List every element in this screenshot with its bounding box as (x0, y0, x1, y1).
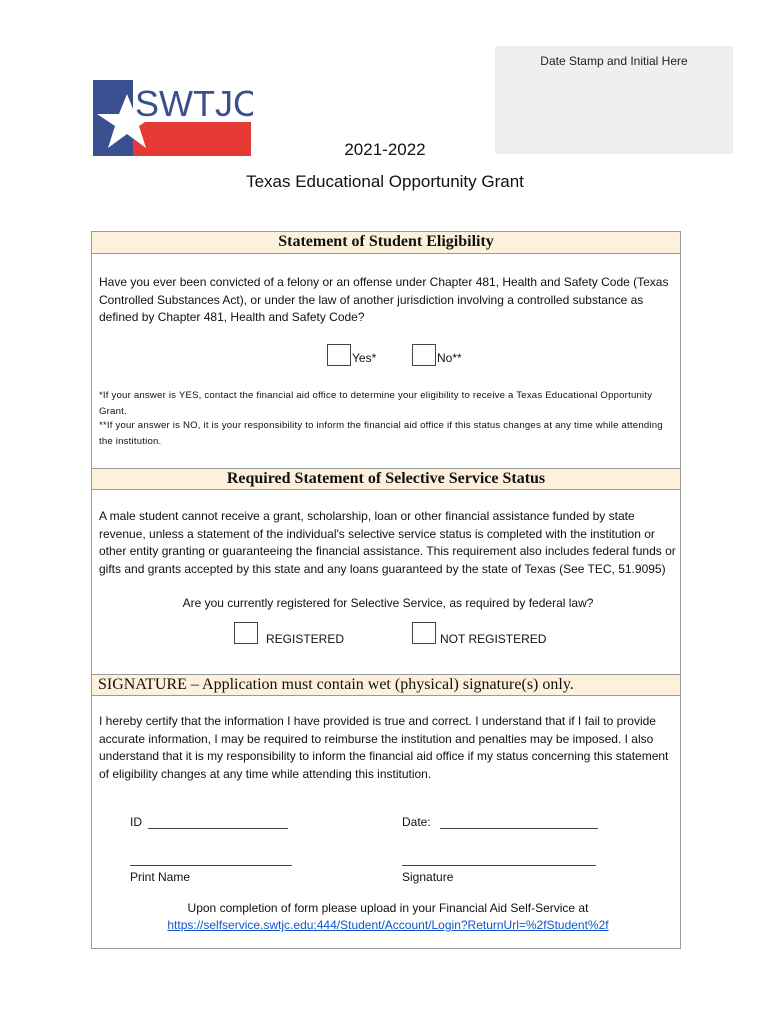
upload-instructions: Upon completion of form please upload in your Financial Aid Self-Service at (187, 901, 589, 915)
id-label: ID (130, 815, 142, 829)
eligibility-note-yes: *If your answer is YES, contact the financial aid office to determine your eligibility to receive a Texas Educational Opportunity Grant. (99, 390, 653, 417)
selective-service-question: Are you currently registered for Selective Service, as required by federal law? (182, 596, 594, 610)
not-registered-checkbox[interactable] (412, 622, 436, 644)
date-line[interactable] (440, 828, 598, 829)
signature-label: Signature (402, 870, 454, 884)
eligibility-heading: Statement of Student Eligibility (92, 232, 680, 254)
print-name-label: Print Name (130, 870, 191, 884)
registered-checkbox[interactable] (234, 622, 258, 644)
id-line[interactable] (148, 828, 288, 829)
no-label: No** (437, 351, 462, 365)
eligibility-question: Have you ever been convicted of a felony or an offense under Chapter 481, Health and Safety Code (Texas Controlled Substances Act), or under the law of another jurisdiction involving a controlled substance as defined by Chapter 481, Health and Safety Code? (99, 275, 669, 324)
print-name-line[interactable] (130, 865, 292, 866)
form-container (91, 231, 681, 949)
logo-text: SWTJC (135, 83, 253, 124)
date-stamp-box (495, 46, 733, 154)
eligibility-note-no: **If your answer is NO, it is your responsibility to inform the financial aid office if this status changes at any time while attending the institution. (99, 420, 663, 447)
date-stamp-label: Date Stamp and Initial Here (540, 54, 688, 68)
no-checkbox[interactable] (412, 344, 436, 366)
certification-text: I hereby certify that the information I have provided is true and correct. I understand that if I fail to provide accurate information, I may be required to reimburse the institution and penalties may be imposed. I also understand that it is my responsibility to inform the financial aid office if my status concerning this statement of eligibility changes at any time while attending this institution. (99, 714, 669, 781)
form-title: Texas Educational Opportunity Grant (246, 172, 524, 191)
registered-label: REGISTERED (266, 632, 345, 646)
not-registered-label: NOT REGISTERED (440, 632, 547, 646)
yes-label: Yes* (352, 351, 377, 365)
form-year: 2021-2022 (344, 140, 426, 159)
selective-service-heading: Required Statement of Selective Service Status (92, 468, 680, 490)
signature-line[interactable] (402, 865, 596, 866)
yes-checkbox[interactable] (327, 344, 351, 366)
selective-service-text: A male student cannot receive a grant, scholarship, loan or other financial assistance funded by state revenue, unless a statement of the individual's selective service status is completed with the institution or other entity granting or guaranteeing the financial assistance. This requirement also includes federal funds or gifts and grants accepted by this state and any loans guaranteed by the state of Texas (See TEC, 51.9095) (99, 509, 676, 576)
date-label: Date: (402, 815, 431, 829)
self-service-link[interactable]: https://selfservice.swtjc.edu:444/Student/Account/Login?ReturnUrl=%2fStudent%2f (167, 918, 609, 932)
signature-heading: SIGNATURE – Application must contain wet (physical) signature(s) only. (92, 674, 680, 696)
